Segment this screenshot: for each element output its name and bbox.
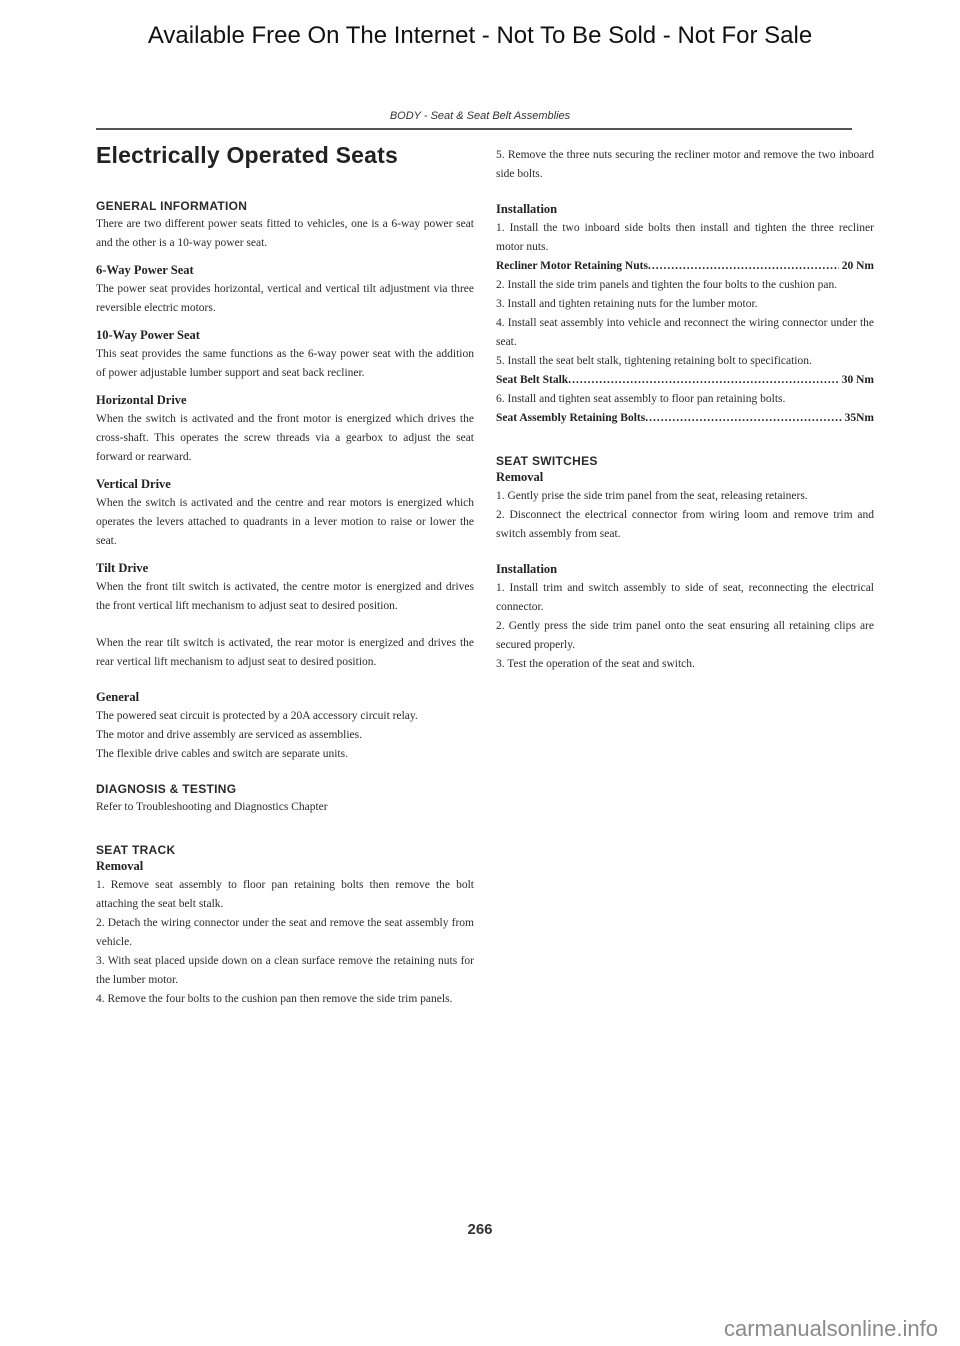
- horizontal-drive-heading: Horizontal Drive: [96, 393, 187, 407]
- general-heading: General: [96, 690, 140, 704]
- seat-track-installation-step: 1. Install the two inboard side bolts then install and tighten the three recliner motor nuts.: [496, 222, 874, 253]
- vertical-drive-heading: Vertical Drive: [96, 477, 171, 491]
- spec-label: Seat Belt Stalk: [496, 374, 569, 386]
- ten-way-heading: 10-Way Power Seat: [96, 328, 200, 342]
- general-text-3: The flexible drive cables and switch are separate units.: [96, 748, 348, 760]
- spec-leader-dots: [648, 257, 839, 276]
- spec-leader-dots: [568, 371, 839, 390]
- seat-switches-installation-heading: Installation: [496, 562, 558, 576]
- diagnosis-text: Refer to Troubleshooting and Diagnostics Chapter: [96, 801, 328, 813]
- running-head: BODY - Seat & Seat Belt Assemblies: [389, 110, 571, 122]
- spec-recliner-motor-nuts: [496, 257, 874, 276]
- seat-track-removal-step: 1. Remove seat assembly to floor pan retaining bolts then remove the bolt attaching the seat belt stalk.: [96, 879, 474, 910]
- general-information-heading: GENERAL INFORMATION: [96, 199, 248, 213]
- seat-switches-installation-step: 2. Gently press the side trim panel onto the seat ensuring all retaining clips are secured properly.: [496, 620, 874, 651]
- seat-switches-removal-step: 2. Disconnect the electrical connector from wiring loom and remove trim and switch assembly from seat.: [496, 509, 874, 540]
- seat-track-installation-heading: Installation: [496, 202, 558, 216]
- spec-label: Seat Assembly Retaining Bolts: [496, 412, 646, 424]
- seat-track-installation-step: 5. Install the seat belt stalk, tightening retaining bolt to specification.: [496, 355, 812, 367]
- ten-way-text: This seat provides the same functions as the 6-way power seat with the addition of power adjustable lumber support and seat back recliner.: [96, 348, 474, 379]
- seat-track-installation-step: 2. Install the side trim panels and tighten the four bolts to the cushion pan.: [496, 279, 838, 291]
- tilt-drive-text-2: When the rear tilt switch is activated, the rear motor is energized and drives the rear vertical lift mechanism to adjust seat to desired position.: [96, 637, 474, 668]
- spec-seat-assembly-bolts: [496, 409, 874, 428]
- spec-label: Recliner Motor Retaining Nuts: [496, 260, 648, 272]
- seat-track-installation-step: 6. Install and tighten seat assembly to floor pan retaining bolts.: [496, 393, 786, 405]
- seat-track-removal-heading: Removal: [96, 859, 144, 873]
- six-way-text: The power seat provides horizontal, vertical and vertical tilt adjustment via three reversible electric motors.: [96, 283, 474, 314]
- right-column: [496, 146, 874, 674]
- seat-track-removal-step: 4. Remove the four bolts to the cushion pan then remove the side trim panels.: [96, 993, 453, 1005]
- horizontal-drive-text: When the switch is activated and the front motor is energized which drives the cross-shaft. This operates the screw threads via a gearbox to adjust the seat forward or rearward.: [96, 413, 474, 463]
- seat-switches-removal-heading: Removal: [496, 470, 544, 484]
- seat-switches-removal-step: 1. Gently prise the side trim panel from the seat, releasing retainers.: [496, 490, 808, 502]
- site-watermark: carmanualsonline.info: [723, 1316, 938, 1341]
- diagnosis-heading: DIAGNOSIS & TESTING: [96, 782, 237, 796]
- left-column: [96, 142, 474, 1009]
- seat-switches-heading: SEAT SWITCHES: [496, 454, 598, 468]
- general-information-text: There are two different power seats fitted to vehicles, one is a 6-way power seat and the other is a 10-way power seat.: [96, 218, 474, 249]
- seat-track-removal-step: 3. With seat placed upside down on a clean surface remove the retaining nuts for the lumber motor.: [96, 955, 474, 986]
- page-title: Electrically Operated Seats: [96, 142, 398, 168]
- seat-track-installation-step: 4. Install seat assembly into vehicle and reconnect the wiring connector under the seat.: [496, 317, 874, 348]
- seat-track-installation-step: 3. Install and tighten retaining nuts for the lumber motor.: [496, 298, 758, 310]
- seat-track-heading: SEAT TRACK: [96, 843, 176, 857]
- six-way-heading: 6-Way Power Seat: [96, 263, 194, 277]
- page-number: 266: [467, 1221, 493, 1238]
- page-banner: Available Free On The Internet - Not To Be Sold - Not For Sale: [147, 22, 813, 49]
- seat-track-removal-step: 5. Remove the three nuts securing the recliner motor and remove the two inboard side bolts.: [496, 149, 874, 180]
- spec-value: 35Nm: [844, 412, 874, 424]
- seat-switches-installation-step: 1. Install trim and switch assembly to side of seat, reconnecting the electrical connector.: [496, 582, 874, 613]
- vertical-drive-text: When the switch is activated and the centre and rear motors is energized which operates the levers attached to quadrants in a lever motion to raise or lower the seat.: [96, 497, 474, 547]
- tilt-drive-text-1: When the front tilt switch is activated, the centre motor is energized and drives the front vertical lift mechanism to adjust seat to desired position.: [96, 581, 474, 612]
- general-text-2: The motor and drive assembly are serviced as assemblies.: [96, 729, 363, 741]
- header-rule: [96, 128, 852, 130]
- spec-seat-belt-stalk: [496, 371, 874, 390]
- general-text-1: The powered seat circuit is protected by a 20A accessory circuit relay.: [96, 710, 418, 722]
- seat-switches-installation-step: 3. Test the operation of the seat and switch.: [496, 658, 695, 670]
- seat-track-removal-step: 2. Detach the wiring connector under the seat and remove the seat assembly from vehicle.: [96, 917, 474, 948]
- spec-value: 20 Nm: [841, 260, 874, 272]
- spec-leader-dots: [645, 409, 841, 428]
- tilt-drive-heading: Tilt Drive: [96, 561, 149, 575]
- spec-value: 30 Nm: [841, 374, 874, 386]
